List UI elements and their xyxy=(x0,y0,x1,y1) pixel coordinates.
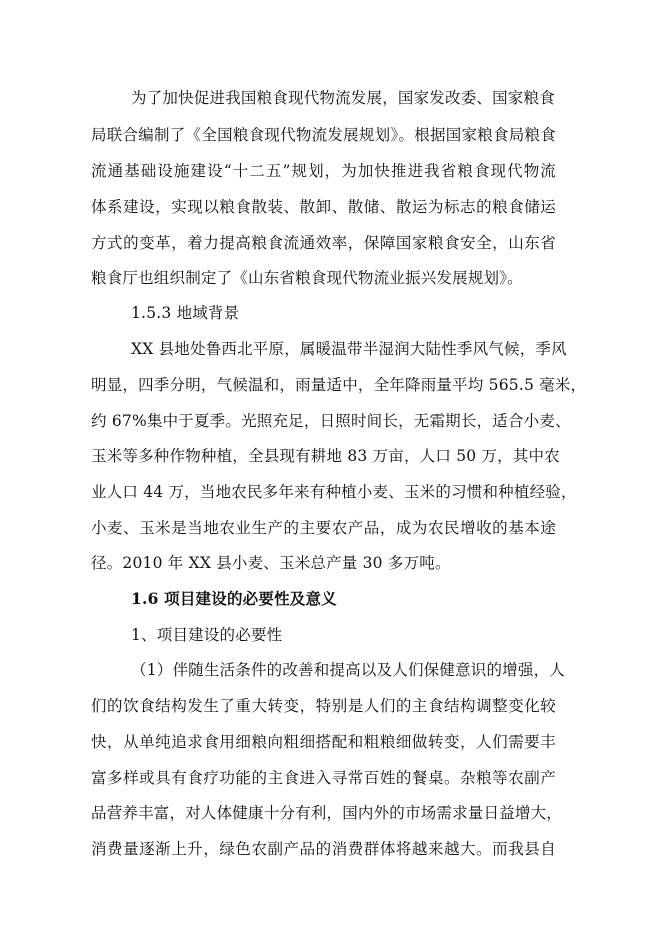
paragraph-line: 局联合编制了《全国粮食现代物流发展规划》。根据国家粮食局粮食 xyxy=(91,126,556,144)
paragraph-line-last: 径。2010 年 XX 县小麦、玉米总产量 30 多万吨。 xyxy=(91,554,451,572)
paragraph-line: XX 县地处鲁西北平原，属暖温带半湿润大陆性季风气候，季风 xyxy=(131,340,567,358)
paragraph-line: 小麦、玉米是当地农业生产的主要农产品，成为农民增收的基本途 xyxy=(91,519,556,537)
paragraph-line: 们的饮食结构发生了重大转变，特别是人们的主食结构调整变化较 xyxy=(91,697,556,715)
paragraph-line-last: 粮食厅也组织制定了《山东省粮食现代物流业振兴发展规划》。 xyxy=(91,269,523,287)
paragraph-line: 消费量逐渐上升，绿色农副产品的消费群体将越来越大。而我县自 xyxy=(91,840,556,858)
paragraph-line: 方式的变革，着力提高粮食流通效率，保障国家粮食安全，山东省 xyxy=(91,234,556,252)
paragraph-line: 明显，四季分明，气候温和，雨量适中，全年降雨量平均 565.5 毫米， xyxy=(91,376,587,394)
section-heading-1-5-3: 1.5.3 地域背景 xyxy=(131,304,240,322)
paragraph-line: 品营养丰富，对人体健康十分有利，国内外的市场需求量日益增大， xyxy=(91,804,563,822)
paragraph-line: 富多样或具有食疗功能的主食进入寻常百姓的餐桌。杂粮等农副产 xyxy=(91,769,556,787)
paragraph-line: 约 67%集中于夏季。光照充足，日照时间长，无霜期长，适合小麦、 xyxy=(91,412,571,430)
paragraph-line: 流通基础设施建设“十二五”规划，为加快推进我省粮食现代物流 xyxy=(91,162,556,180)
paragraph-line: 为了加快促进我国粮食现代物流发展，国家发改委、国家粮食 xyxy=(131,89,555,107)
paragraph-line: 快，从单纯追求食用细粮向粗细搭配和粗粮细做转变，人们需要丰 xyxy=(91,733,556,751)
paragraph-line: 玉米等多种作物种植，全县现有耕地 83 万亩，人口 50 万，其中农 xyxy=(91,447,560,465)
paragraph-line: 体系建设，实现以粮食散装、散卸、散储、散运为标志的粮食储运 xyxy=(91,198,556,216)
section-heading-1-6: 1.6 项目建设的必要性及意义 xyxy=(131,589,337,608)
paragraph-line: （1）伴随生活条件的改善和提高以及人们保健意识的增强，人 xyxy=(131,661,565,679)
paragraph-line: 业人口 44 万，当地农民多年来有种植小麦、玉米的习惯和种植经验， xyxy=(91,483,577,501)
subsection-heading-necessity: 1、项目建设的必要性 xyxy=(131,626,283,644)
